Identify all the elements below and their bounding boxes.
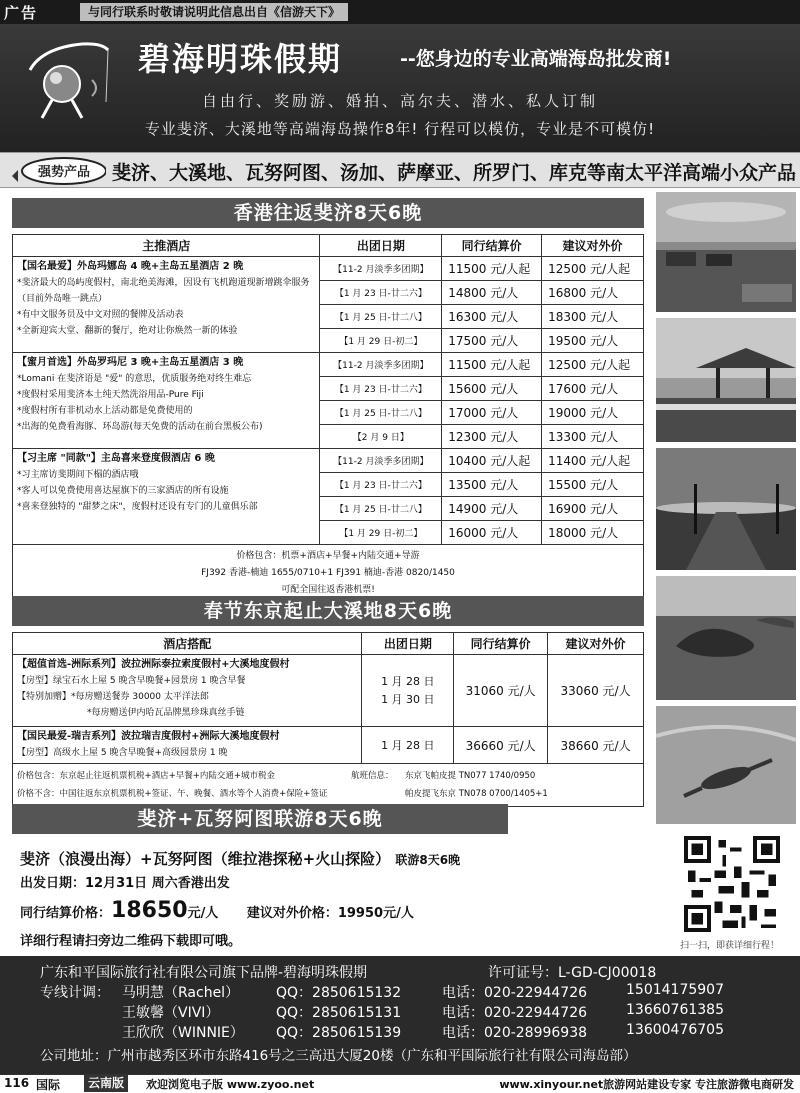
retail-price: 33060 元/人 (548, 655, 644, 727)
retail-price: 18000 元/人 (542, 521, 644, 545)
ebook-link[interactable]: 欢迎浏览电子版 www.zyoo.net (146, 1078, 315, 1091)
date-cell: 【11-2 月淡季多团期】 (320, 449, 442, 473)
expertise-line: 专业斐济、大溪地等高端海岛操作8年! 行程可以模仿，专业是不可模仿! (144, 120, 656, 138)
hotel-note: *习主席访斐期间下榻的酒店哦 (17, 470, 139, 480)
date-cell: 【1 月 25 日-廿二八】 (320, 401, 442, 425)
hotel-note: *有中文服务员及中文对照的餐牌及活动表 (17, 310, 184, 320)
table-row (13, 257, 644, 281)
contact-name: 马明慧（Rachel） (122, 985, 240, 1001)
hotel-title: 【国名最爱】外岛玛娜岛 4 晚+主岛五星酒店 2 晚 (17, 261, 244, 272)
flight-label: 航班信息： (351, 771, 394, 781)
date-cell: 【1 月 23 日-廿二六】 (320, 281, 442, 305)
date-cell: 【1 月 29 日-初二】 (320, 329, 442, 353)
category-label: 国际 (36, 1078, 61, 1092)
date-cell: 【2 月 9 日】 (320, 425, 442, 449)
domestic-flight-note: 可配全国往返香港机票! (281, 585, 375, 595)
contact-mobile: 13600476705 (626, 1022, 724, 1038)
hotel-cell (13, 727, 362, 764)
retail-price: 16900 元/人 (542, 497, 644, 521)
net-price: 11500 元/人起 (442, 257, 542, 281)
date-cell: 【1 月 23 日-廿二六】 (320, 377, 442, 401)
contact-qq: QQ：2850615139 (276, 1025, 402, 1041)
company-name: 广东和平国际旅行社有限公司旗下品牌-碧海明珠假期 (40, 965, 368, 981)
net-price: 12300 元/人 (442, 425, 542, 449)
price-note-row (13, 545, 644, 603)
section2-title: 春节东京起止大溪地8天6晚 (12, 596, 644, 626)
slogan: --您身边的专业高端海岛批发商! (400, 48, 672, 70)
contact-qq: QQ：2850615131 (276, 1005, 402, 1021)
table-row (13, 727, 644, 764)
date-cell (362, 655, 454, 727)
room-type: 【房型】绿宝石水上屋 5 晚含早晚餐+园景房 1 晚含早餐 (17, 676, 246, 686)
date-cell: 【1 月 23 日-廿二六】 (320, 473, 442, 497)
net-price: 14900 元/人 (442, 497, 542, 521)
date-value: 1 月 28 日 (381, 674, 435, 688)
net-price: 14800 元/人 (442, 281, 542, 305)
license-number: 许可证号：L-GD-CJ00018 (488, 965, 657, 981)
hotel-cell (13, 257, 320, 353)
retail-price: 11400 元/人起 (542, 449, 644, 473)
net-price-unit: 元/人 (187, 906, 219, 921)
departure-info: 出发日期：12月31日 周六香港出发 (20, 876, 230, 891)
contact-mobile: 15014175907 (626, 982, 724, 998)
contact-tel: 电话：020-22944726 (442, 985, 588, 1001)
retail-price-line: 建议对外价格：19950元/人 (246, 906, 414, 921)
hotel-title: 【国民最爱-瑞吉系列】波拉瑞吉度假村+洲际大溪地度假村 (17, 731, 280, 742)
price-includes: 价格包含：东京起止往返机票机税+酒店+早餐+内陆交通+城市税金 (17, 771, 275, 781)
net-price: 10400 元/人起 (442, 449, 542, 473)
col-header: 出团日期 (320, 235, 442, 257)
net-price-value: 18650 (111, 898, 188, 923)
price-excludes: 价格不含：中国往返东京机票机税+签证、午、晚餐、酒水等个人消费+保险+签证 (17, 789, 328, 799)
contact-tel: 电话：020-22944726 (442, 1005, 588, 1021)
col-header: 酒店搭配 (13, 633, 362, 655)
retail-price: 13300 元/人 (542, 425, 644, 449)
retail-price: 12500 元/人起 (542, 353, 644, 377)
net-price: 13500 元/人 (442, 473, 542, 497)
retail-price: 15500 元/人 (542, 473, 644, 497)
retail-price: 17600 元/人 (542, 377, 644, 401)
contact-qq: QQ：2850615132 (276, 985, 402, 1001)
island-aerial-photo (656, 576, 796, 700)
edition-tag: 云南版 (84, 1075, 128, 1092)
combo-route (20, 848, 460, 869)
flight-info: 帕皮提飞东京 TN078 0700/1405+1 (405, 789, 548, 799)
contact-label: 专线计调： (40, 985, 110, 1001)
date-value: 1 月 30 日 (381, 692, 435, 706)
ad-label: 广告 (4, 4, 39, 22)
hotel-note: *客人可以免费使用喜达屋旗下的三家酒店的所有设施 (17, 486, 229, 496)
date-cell: 【11-2 月淡季多团期】 (320, 353, 442, 377)
table-header-row (13, 633, 644, 655)
price-note (13, 545, 644, 603)
combo-route-tail: 联游8天6晚 (395, 853, 461, 867)
hotel-note: *出海的免费看海豚、环岛游(每天免费的活动在前台黑板公布) (17, 422, 263, 432)
date-cell: 1 月 28 日 (362, 727, 454, 764)
contact-name: 王欣欣（WINNIE） (122, 1025, 244, 1041)
strong-product-badge (10, 156, 106, 186)
net-price: 31060 元/人 (454, 655, 548, 727)
price-note-row (13, 764, 644, 807)
retail-price: 12500 元/人起 (542, 257, 644, 281)
net-price: 17000 元/人 (442, 401, 542, 425)
qr-code-icon[interactable] (684, 836, 780, 932)
hotel-note: *度假村所有非机动水上活动都是免费使用的 (17, 406, 193, 416)
net-price: 16000 元/人 (442, 521, 542, 545)
qr-caption: 扫一扫，即获详细行程！ (680, 941, 780, 951)
hotel-title: 【习主席 "同款"】主岛喜来登度假酒店 6 晚 (17, 453, 215, 464)
banner-text: 斐济、大溪地、瓦努阿图、汤加、萨摩亚、所罗门、库克等南太平洋高端小众产品 (112, 162, 797, 184)
table-row (13, 449, 644, 473)
date-cell: 【1 月 25 日-廿二八】 (320, 497, 442, 521)
col-header: 建议对外价 (542, 235, 644, 257)
scan-note: 详细行程请扫旁边二维码下载即可哦。 (20, 934, 242, 949)
company-address: 公司地址：广州市越秀区环市东路416号之三高迅大厦20楼（广东和平国际旅行社有限公司海岛部） (40, 1048, 637, 1064)
net-price: 36660 元/人 (454, 727, 548, 764)
flight-info: FJ392 香港-楠迪 1655/0710+1 FJ391 楠迪-香港 0820/1450 (201, 568, 455, 578)
flight-info: 东京飞帕皮提 TN077 1740/0950 (405, 771, 536, 781)
hotel-cell (13, 655, 362, 727)
table-row (13, 353, 644, 377)
net-price: 11500 元/人起 (442, 353, 542, 377)
brand-title: 碧海明珠假期 (138, 40, 343, 78)
retail-price: 19000 元/人 (542, 401, 644, 425)
col-header: 同行结算价 (442, 235, 542, 257)
net-price: 15600 元/人 (442, 377, 542, 401)
section3-title: 斐济+瓦努阿图联游8天6晚 (12, 804, 508, 834)
table-header-row (13, 235, 644, 257)
retail-price: 16800 元/人 (542, 281, 644, 305)
hotel-note: *全新迎宾大堂、翻新的餐厅，绝对让你焕然一新的体验 (17, 326, 238, 336)
date-cell: 【1 月 25 日-廿二八】 (320, 305, 442, 329)
date-cell: 【11-2 月淡季多团期】 (320, 257, 442, 281)
hotel-note: *喜来登独特的 "甜梦之床"，度假村还设有专门的儿童俱乐部 (17, 502, 258, 512)
col-header: 建议对外价 (548, 633, 644, 655)
hotel-cell (13, 353, 320, 449)
table-row (13, 655, 644, 727)
hut-pool-photo (656, 318, 796, 442)
service-list: 自由行、奖励游、婚拍、高尔夫、潜水、私人订制 (201, 92, 598, 110)
section2-table (12, 632, 644, 807)
hotel-title: 【超值首选-洲际系列】波拉洲际泰拉索度假村+大溪地度假村 (17, 659, 290, 670)
section1-title: 香港往返斐济8天6晚 (12, 198, 644, 228)
sponsor-link[interactable]: www.xinyour.net旅游网站建设专家 专注旅游微电商研发 (499, 1078, 794, 1091)
net-price: 17500 元/人 (442, 329, 542, 353)
contact-mobile: 13660761385 (626, 1002, 724, 1018)
hotel-title: 【蜜月首选】外岛罗玛尼 3 晚+主岛五星酒店 3 晚 (17, 357, 244, 368)
price-includes: 价格包含：机票+酒店+早餐+内陆交通+导游 (236, 551, 420, 561)
date-cell: 【1 月 29 日-初二】 (320, 521, 442, 545)
price-note (13, 764, 644, 807)
hotel-cell (13, 449, 320, 545)
contact-name: 王敏馨（VIVI） (122, 1005, 220, 1021)
special-gift: 【特别加赠】*每房赠送餐券 30000 太平洋法郎 (17, 692, 209, 702)
col-header: 出团日期 (362, 633, 454, 655)
gift-note: *每房赠送伊内哈瓦品牌黑珍珠真丝手链 (87, 708, 245, 718)
retail-price: 19500 元/人 (542, 329, 644, 353)
net-price-label: 同行结算价格： (20, 906, 112, 921)
col-header: 同行结算价 (454, 633, 548, 655)
pier-sunset-photo (656, 448, 796, 570)
room-type: 【房型】高级水上屋 5 晚含早晚餐+高级园景房 1 晚 (17, 748, 228, 758)
retail-price: 38660 元/人 (548, 727, 644, 764)
snorkeler-photo (656, 706, 796, 824)
section1-table (12, 234, 644, 603)
hotel-note: *斐济最大的岛屿度假村，南北绝美海滩，因设有飞机跑道现新增跳伞服务（目前外岛唯一跳点） (17, 278, 310, 304)
overwater-villa-photo (656, 192, 796, 312)
net-price: 16300 元/人 (442, 305, 542, 329)
badge-text: 强势产品 (37, 165, 91, 180)
retail-price: 18300 元/人 (542, 305, 644, 329)
page-number: 116 (4, 1076, 30, 1090)
hotel-note: *度假村采用斐济本土纯天然洗浴用品-Pure Fiji (17, 390, 204, 400)
combo-route-main: 斐济（浪漫出海）+瓦努阿图（维拉港探秘+火山探险） (20, 850, 391, 868)
contact-tel: 电话：020-28996938 (442, 1025, 588, 1041)
source-note: 与同行联系时敬请说明此信息出自《信游天下》 (80, 3, 348, 21)
col-header: 主推酒店 (13, 235, 320, 257)
net-price-line (20, 898, 414, 923)
hotel-note: *Lomani 在斐济语是 "爱" 的意思，优质服务绝对终生难忘 (17, 374, 252, 384)
